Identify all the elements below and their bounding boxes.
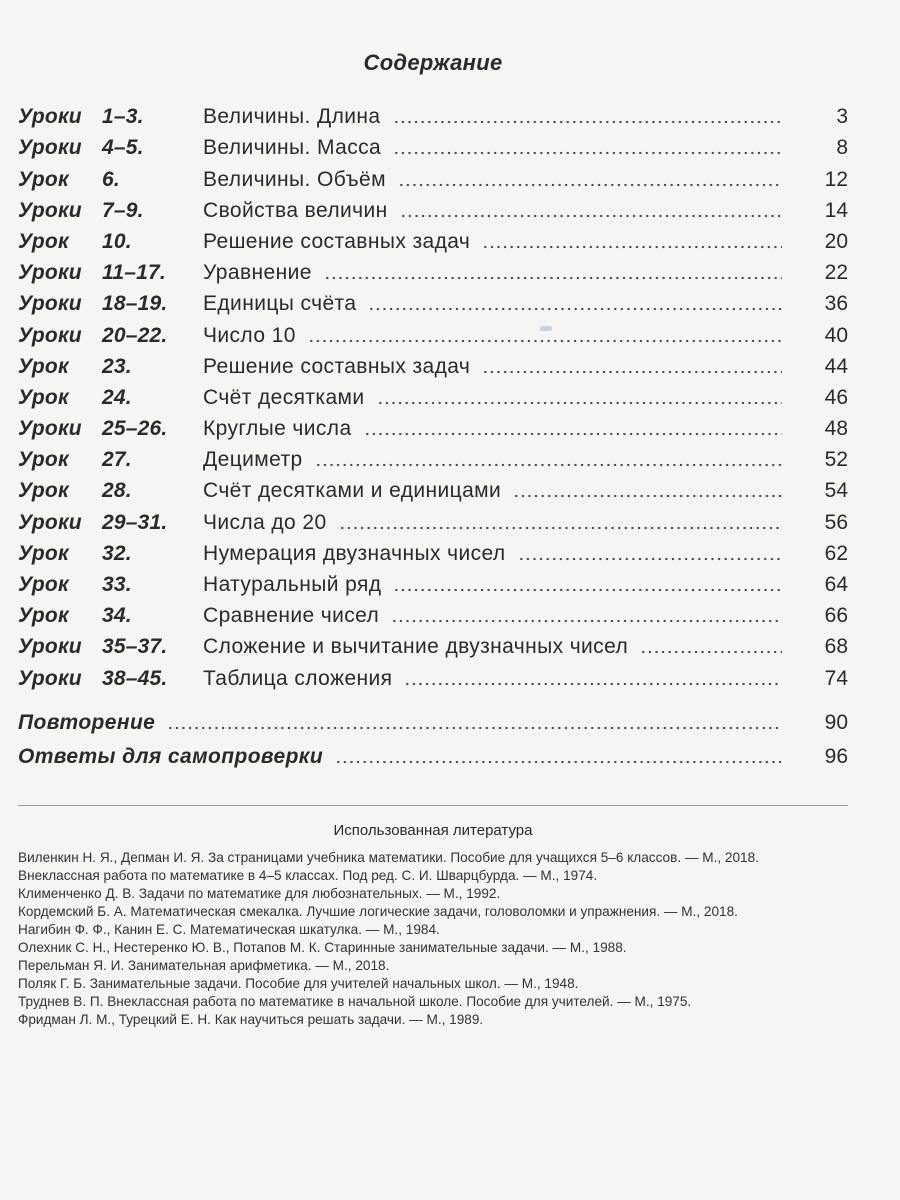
toc-page-number: 14 xyxy=(824,198,848,222)
literature-item: Поляк Г. Б. Занимательные задачи. Пособие для учителей начальных школ. — М., 1948. xyxy=(18,976,579,991)
section-divider xyxy=(18,805,848,806)
toc-lesson-range: 28. xyxy=(102,479,132,503)
toc-lesson-range: 20–22. xyxy=(102,323,168,347)
toc-entry[interactable] xyxy=(18,566,848,597)
toc-lesson-label xyxy=(18,667,203,691)
toc-page-number: 12 xyxy=(824,167,848,191)
toc-entry[interactable] xyxy=(18,659,848,690)
toc-leader-dots xyxy=(400,214,782,218)
toc-topic: Величины. Длина xyxy=(203,105,381,129)
toc-lesson-word: Урок xyxy=(18,385,69,409)
toc-lesson-word: Уроки xyxy=(18,635,82,659)
toc-leader-dots xyxy=(364,432,782,436)
toc-topic: Счёт десятками и единицами xyxy=(203,479,502,503)
toc-topic: Сравнение чисел xyxy=(203,604,380,628)
toc-lesson-label xyxy=(18,168,203,192)
toc-page-number: 48 xyxy=(824,417,848,441)
toc-lesson-word: Уроки xyxy=(18,666,82,690)
toc-entry[interactable] xyxy=(18,503,848,534)
toc-lesson-label xyxy=(18,479,203,503)
toc-page-number: 74 xyxy=(824,666,848,690)
toc-leader-dots xyxy=(398,183,782,187)
toc-lesson-word: Уроки xyxy=(18,417,82,441)
toc-lesson-range: 34. xyxy=(102,604,132,628)
toc-lesson-word: Уроки xyxy=(18,292,82,316)
toc-leader-dots xyxy=(339,526,782,530)
toc-lesson-label xyxy=(18,230,203,254)
toc-entry[interactable] xyxy=(18,379,848,410)
toc-lesson-range: 35–37. xyxy=(102,635,168,659)
toc-topic: Сложение и вычитание двузначных чисел xyxy=(203,635,629,659)
toc-page-number: 54 xyxy=(824,479,848,503)
toc-page-number: 56 xyxy=(824,510,848,534)
toc-leader-dots xyxy=(324,276,782,280)
toc-lesson-label xyxy=(18,386,203,410)
toc-topic: Уравнение xyxy=(203,261,312,285)
toc-lesson-label xyxy=(18,542,203,566)
toc-lesson-label xyxy=(18,573,203,597)
toc-lesson-word: Урок xyxy=(18,229,69,253)
toc-lesson-word: Урок xyxy=(18,604,69,628)
toc-leader-dots xyxy=(393,120,783,124)
toc-leader-dots xyxy=(377,401,782,405)
toc-leader-dots xyxy=(482,245,782,249)
toc-lesson-label xyxy=(18,261,203,285)
literature-item: Кордемский Б. А. Математическая смекалка. Лучшие логические задачи, головоломки и упражнения. — М., 2018. xyxy=(18,904,738,919)
toc-title: Содержание xyxy=(363,50,503,75)
toc-page-number: 44 xyxy=(824,354,848,378)
toc-lesson-range: 7–9. xyxy=(102,198,144,222)
literature-item: Перельман Я. И. Занимательная арифметика. — М., 2018. xyxy=(18,958,390,973)
literature-item: Олехник С. Н., Нестеренко Ю. В., Потапов М. К. Старинные занимательные задачи. — М., 1988. xyxy=(18,940,627,955)
toc-lesson-word: Уроки xyxy=(18,261,82,285)
toc-lesson-label xyxy=(18,105,203,129)
toc-lesson-range: 29–31. xyxy=(102,510,168,534)
toc-leader-dots xyxy=(393,588,782,592)
toc-entries xyxy=(18,98,848,691)
toc-leader-dots xyxy=(513,494,782,498)
toc-lesson-word: Урок xyxy=(18,573,69,596)
toc-topic: Числа до 20 xyxy=(203,510,327,534)
toc-lesson-label xyxy=(18,448,203,472)
toc-lesson-range: 27. xyxy=(102,448,132,472)
toc-leader-dots xyxy=(368,307,782,311)
literature-list xyxy=(18,849,848,1029)
toc-entry[interactable] xyxy=(18,441,848,472)
toc-entry-answers[interactable] xyxy=(18,735,848,769)
toc-entry[interactable] xyxy=(18,223,848,254)
literature-title: Использованная литература xyxy=(333,822,533,839)
toc-page-number: 40 xyxy=(824,323,848,347)
toc-topic: Величины. Масса xyxy=(203,136,382,160)
toc-lesson-word: Урок xyxy=(18,354,69,378)
toc-lesson-label xyxy=(18,199,203,223)
toc-topic: Величины. Объём xyxy=(203,167,386,191)
toc-leader-dots xyxy=(404,682,782,686)
toc-topic: Свойства величин xyxy=(203,198,388,222)
toc-lesson-label xyxy=(18,604,203,628)
toc-entry[interactable] xyxy=(18,254,848,285)
toc-leader-dots xyxy=(391,619,782,623)
toc-topic: Число 10 xyxy=(203,323,296,347)
toc-lesson-word: Урок xyxy=(18,167,69,191)
toc-lesson-word: Урок xyxy=(18,448,69,472)
toc-lesson-word: Уроки xyxy=(18,105,82,129)
toc-entry[interactable] xyxy=(18,98,848,129)
toc-lesson-word: Урок xyxy=(18,479,69,503)
literature-item: Нагибин Ф. Ф., Канин Е. С. Математическая шкатулка. — М., 1984. xyxy=(18,922,440,937)
literature-item: Виленкин Н. Я., Депман И. Я. За страницами учебника математики. Пособие для учащихся 5–6 классов. — М., 2018. xyxy=(18,850,759,865)
toc-page-number: 96 xyxy=(824,744,848,768)
toc-lesson-word: Уроки xyxy=(18,510,82,534)
toc-lesson-range: 33. xyxy=(102,573,132,596)
toc-topic: Нумерация двузначных чисел xyxy=(203,541,506,565)
toc-lesson-range: 18–19. xyxy=(102,292,168,316)
toc-lesson-range: 32. xyxy=(102,541,132,565)
toc-entry[interactable] xyxy=(18,129,848,160)
toc-entry[interactable] xyxy=(18,628,848,659)
toc-entry[interactable] xyxy=(18,472,848,503)
toc-lesson-label xyxy=(18,136,203,160)
toc-lesson-label xyxy=(18,355,203,379)
toc-leader-dots xyxy=(308,339,782,343)
toc-review-label: Повторение xyxy=(18,710,156,734)
toc-lesson-range: 6. xyxy=(102,167,120,191)
toc-topic: Единицы счёта xyxy=(203,292,357,316)
toc-lesson-range: 10. xyxy=(102,229,132,253)
toc-lesson-word: Уроки xyxy=(18,136,82,160)
toc-entry[interactable] xyxy=(18,316,848,347)
toc-page-number: 3 xyxy=(836,105,848,129)
toc-topic: Счёт десятками xyxy=(203,385,365,409)
table-of-contents xyxy=(18,98,848,769)
toc-page-number: 64 xyxy=(824,573,848,596)
toc-entry[interactable] xyxy=(18,410,848,441)
literature-item: Фридман Л. М., Турецкий Е. Н. Как научиться решать задачи. — М., 1989. xyxy=(18,1012,484,1027)
toc-lesson-label xyxy=(18,635,203,659)
toc-lesson-label xyxy=(18,417,203,441)
toc-entry[interactable] xyxy=(18,348,848,379)
literature-item: Труднев В. П. Внеклассная работа по математике в начальной школе. Пособие для учителей. — М., 1975. xyxy=(18,994,692,1009)
toc-leader-dots xyxy=(518,557,782,561)
toc-entry[interactable] xyxy=(18,597,848,628)
toc-lesson-word: Уроки xyxy=(18,198,82,222)
toc-page-number: 68 xyxy=(824,635,848,659)
toc-lesson-word: Урок xyxy=(18,541,69,565)
toc-page-number: 36 xyxy=(824,292,848,316)
toc-leader-dots xyxy=(482,370,782,374)
toc-topic: Таблица сложения xyxy=(203,666,393,690)
literature-item: Внеклассная работа по математике в 4–5 классах. Под ред. С. И. Шварцбурда. — М., 1974. xyxy=(18,868,598,883)
toc-topic: Решение составных задач xyxy=(203,354,471,378)
toc-page-number: 22 xyxy=(824,261,848,285)
toc-topic: Решение составных задач xyxy=(203,229,471,253)
toc-leader-dots xyxy=(315,463,782,467)
toc-page-number: 20 xyxy=(824,229,848,253)
toc-entry[interactable] xyxy=(18,160,848,191)
toc-entry[interactable] xyxy=(18,535,848,566)
toc-lesson-label xyxy=(18,324,203,348)
toc-lesson-label xyxy=(18,511,203,535)
toc-answers-label: Ответы для самопроверки xyxy=(18,744,324,768)
toc-page-number: 46 xyxy=(824,385,848,409)
toc-topic: Натуральный ряд xyxy=(203,573,382,596)
literature-item: Клименченко Д. В. Задачи по математике для любознательных. — М., 1992. xyxy=(18,886,501,901)
toc-page-number: 66 xyxy=(824,604,848,628)
toc-lesson-word: Уроки xyxy=(18,323,82,347)
toc-leader-dots xyxy=(335,760,782,764)
toc-page-number: 52 xyxy=(824,448,848,472)
toc-lesson-range: 38–45. xyxy=(102,666,168,690)
toc-page-number: 90 xyxy=(824,710,848,734)
print-speck xyxy=(540,326,552,331)
toc-leader-dots xyxy=(393,151,782,155)
toc-topic: Круглые числа xyxy=(203,417,352,441)
toc-lesson-range: 25–26. xyxy=(102,417,168,441)
toc-page-number: 8 xyxy=(836,136,848,160)
toc-lesson-range: 1–3. xyxy=(102,105,144,129)
toc-lesson-range: 24. xyxy=(102,385,132,409)
toc-page-number: 62 xyxy=(824,541,848,565)
toc-leader-dots xyxy=(640,650,782,654)
toc-lesson-label xyxy=(18,292,203,316)
toc-lesson-range: 23. xyxy=(102,354,132,378)
toc-lesson-range: 11–17. xyxy=(102,261,166,285)
toc-entry[interactable] xyxy=(18,192,848,223)
toc-entry[interactable] xyxy=(18,285,848,316)
toc-entry-review[interactable] xyxy=(18,701,848,735)
toc-leader-dots xyxy=(167,726,782,730)
toc-topic: Дециметр xyxy=(203,448,303,472)
toc-lesson-range: 4–5. xyxy=(102,136,144,160)
